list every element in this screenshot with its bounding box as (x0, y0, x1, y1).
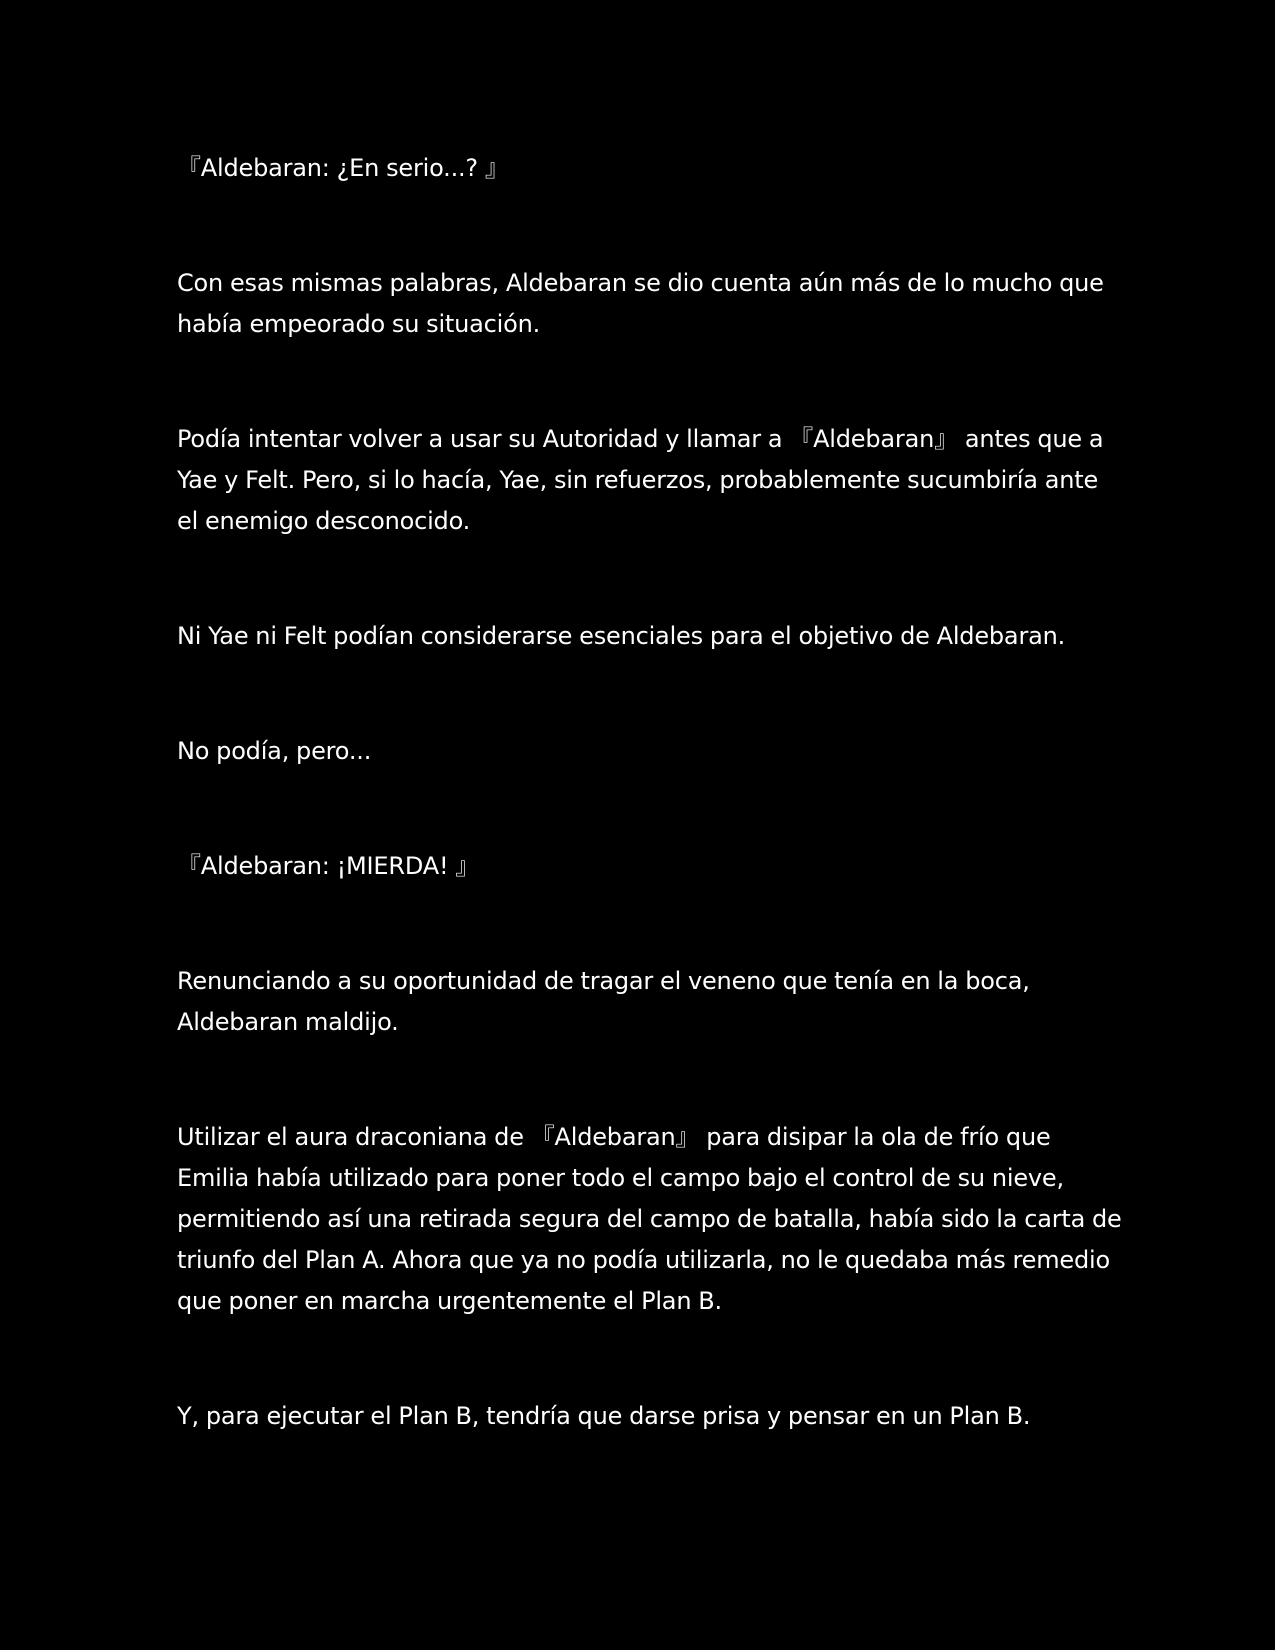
paragraph: Podía intentar volver a usar su Autoridad y llamar a 『Aldebaran』 antes que a Yae y Felt. Pero, si lo hacía, Yae, sin refuerzos, probablemente sucumbiría ante el enemigo desconocido. (177, 425, 1104, 535)
dialogue-line: 『Aldebaran: ¡MIERDA! 』 (177, 852, 480, 880)
paragraph: No podía, pero... (177, 737, 372, 765)
paragraph: Con esas mismas palabras, Aldebaran se dio cuenta aún más de lo mucho que había empeorado su situación. (177, 269, 1104, 338)
paragraph: Renunciando a su oportunidad de tragar el veneno que tenía en la boca, Aldebaran maldijo. (177, 967, 1030, 1036)
paragraph: Utilizar el aura draconiana de 『Aldebaran』 para disipar la ola de frío que Emilia había utilizado para poner todo el campo bajo el control de su nieve, permitiendo así una retirada segura del campo de batalla, había sido la carta de triunfo del Plan A. Ahora que ya no podía utilizarla, no le quedaba más remedio que poner en marcha urgentemente el Plan B. (177, 1123, 1122, 1315)
dialogue-line: 『Aldebaran: ¿En serio...? 』 (177, 154, 509, 182)
document-page (177, 148, 1122, 1511)
paragraph: Y, para ejecutar el Plan B, tendría que darse prisa y pensar en un Plan B. (177, 1402, 1031, 1430)
paragraph: Ni Yae ni Felt podían considerarse esenciales para el objetivo de Aldebaran. (177, 622, 1066, 650)
